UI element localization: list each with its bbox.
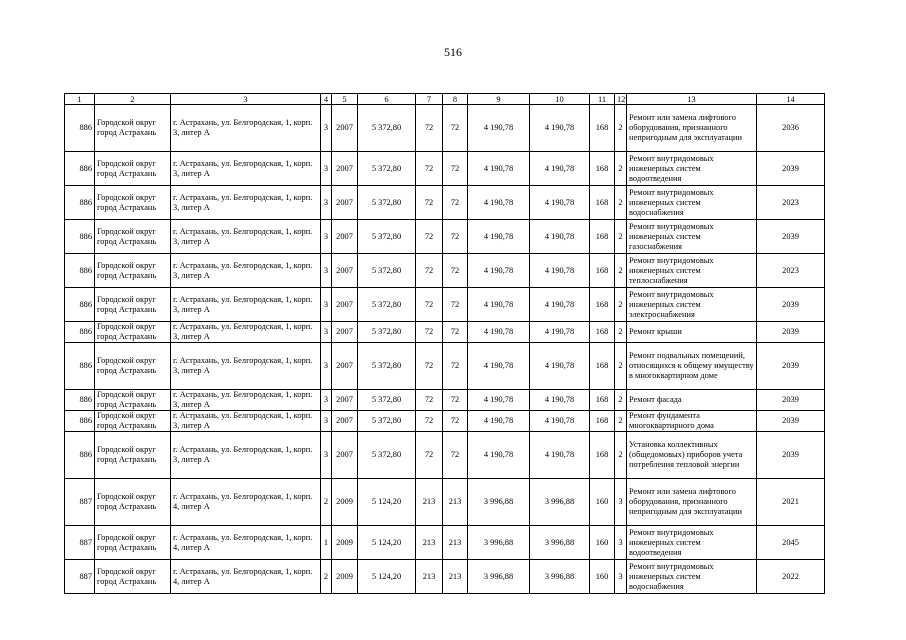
row-number: 886 [65,254,95,288]
col11-cell: 160 [590,560,615,594]
address-cell: г. Астрахань, ул. Белгородская, 1, корп. 3, литер А [171,411,321,432]
col9-cell: 4 190,78 [468,152,530,186]
row-number: 886 [65,343,95,390]
col11-cell: 168 [590,152,615,186]
col12-cell: 2 [615,322,627,343]
col4-cell: 3 [321,322,332,343]
col4-cell: 3 [321,343,332,390]
col8-cell: 72 [443,254,468,288]
col7-cell: 72 [416,152,443,186]
col7-cell: 72 [416,343,443,390]
col12-cell: 2 [615,288,627,322]
address-cell: г. Астрахань, ул. Белгородская, 1, корп. 3, литер А [171,220,321,254]
address-cell: г. Астрахань, ул. Белгородская, 1, корп. 3, литер А [171,254,321,288]
col12-cell: 3 [615,560,627,594]
col10-cell: 4 190,78 [530,220,590,254]
page-number: 516 [444,45,462,59]
col10-cell: 3 996,88 [530,479,590,526]
build-year-cell: 2007 [332,152,358,186]
plan-year-cell: 2022 [757,560,825,594]
area-cell: 5 372,80 [358,105,416,152]
row-number: 887 [65,479,95,526]
municipality-cell: Городской округ город Астрахань [95,432,171,479]
column-number-12: 12 [615,94,627,105]
row-number: 886 [65,186,95,220]
area-cell: 5 372,80 [358,343,416,390]
table-row [65,186,825,220]
table-row [65,288,825,322]
work-type-cell: Ремонт крыши [627,322,757,343]
col8-cell: 72 [443,186,468,220]
col7-cell: 72 [416,186,443,220]
work-type-cell: Ремонт или замена лифтового оборудования, признанного непригодным для эксплуатации [627,479,757,526]
build-year-cell: 2007 [332,390,358,411]
table-row [65,390,825,411]
column-number-11: 11 [590,94,615,105]
column-number-row [65,94,825,105]
col9-cell: 4 190,78 [468,254,530,288]
col12-cell: 3 [615,479,627,526]
address-cell: г. Астрахань, ул. Белгородская, 1, корп. 4, литер А [171,526,321,560]
row-number: 887 [65,560,95,594]
municipality-cell: Городской округ город Астрахань [95,526,171,560]
col11-cell: 168 [590,288,615,322]
col7-cell: 72 [416,220,443,254]
row-number: 886 [65,432,95,479]
table-row [65,220,825,254]
col12-cell: 2 [615,220,627,254]
column-number-2: 2 [95,94,171,105]
col4-cell: 3 [321,411,332,432]
col11-cell: 168 [590,390,615,411]
work-type-cell: Ремонт подвальных помещений, относящихся к общему имуществу в многоквартирном доме [627,343,757,390]
col10-cell: 4 190,78 [530,390,590,411]
col4-cell: 3 [321,432,332,479]
work-type-cell: Ремонт внутридомовых инженерных систем электроснабжения [627,288,757,322]
col4-cell: 3 [321,220,332,254]
col7-cell: 72 [416,432,443,479]
col7-cell: 72 [416,390,443,411]
area-cell: 5 372,80 [358,432,416,479]
row-number: 886 [65,390,95,411]
build-year-cell: 2007 [332,343,358,390]
col9-cell: 4 190,78 [468,432,530,479]
table-row [65,105,825,152]
column-number-9: 9 [468,94,530,105]
municipality-cell: Городской округ город Астрахань [95,186,171,220]
area-cell: 5 124,20 [358,479,416,526]
work-type-cell: Ремонт внутридомовых инженерных систем водоснабжения [627,560,757,594]
table-row [65,560,825,594]
table-row [65,432,825,479]
col4-cell: 3 [321,390,332,411]
build-year-cell: 2007 [332,254,358,288]
table-row [65,411,825,432]
plan-year-cell: 2039 [757,288,825,322]
table-row [65,254,825,288]
col10-cell: 4 190,78 [530,322,590,343]
col10-cell: 4 190,78 [530,343,590,390]
col11-cell: 168 [590,186,615,220]
col4-cell: 3 [321,152,332,186]
row-number: 887 [65,526,95,560]
col8-cell: 72 [443,152,468,186]
municipality-cell: Городской округ город Астрахань [95,322,171,343]
col9-cell: 4 190,78 [468,343,530,390]
plan-year-cell: 2036 [757,105,825,152]
plan-year-cell: 2039 [757,152,825,186]
col9-cell: 4 190,78 [468,411,530,432]
col4-cell: 3 [321,186,332,220]
work-type-cell: Ремонт фасада [627,390,757,411]
build-year-cell: 2007 [332,105,358,152]
address-cell: г. Астрахань, ул. Белгородская, 1, корп. 3, литер А [171,322,321,343]
work-type-cell: Ремонт внутридомовых инженерных систем водоснабжения [627,186,757,220]
col8-cell: 72 [443,411,468,432]
col4-cell: 2 [321,560,332,594]
address-cell: г. Астрахань, ул. Белгородская, 1, корп. 3, литер А [171,105,321,152]
address-cell: г. Астрахань, ул. Белгородская, 1, корп. 3, литер А [171,390,321,411]
table-row [65,322,825,343]
area-cell: 5 372,80 [358,322,416,343]
table-row [65,343,825,390]
col8-cell: 213 [443,526,468,560]
column-number-14: 14 [757,94,825,105]
col12-cell: 2 [615,254,627,288]
col10-cell: 4 190,78 [530,152,590,186]
col11-cell: 160 [590,526,615,560]
col7-cell: 213 [416,560,443,594]
area-cell: 5 372,80 [358,220,416,254]
work-type-cell: Ремонт или замена лифтового оборудования, признанного непригодным для эксплуатации [627,105,757,152]
col11-cell: 168 [590,220,615,254]
municipality-cell: Городской округ город Астрахань [95,254,171,288]
area-cell: 5 372,80 [358,288,416,322]
col4-cell: 1 [321,526,332,560]
column-number-4: 4 [321,94,332,105]
col10-cell: 4 190,78 [530,254,590,288]
column-number-10: 10 [530,94,590,105]
col7-cell: 72 [416,288,443,322]
col7-cell: 213 [416,479,443,526]
col9-cell: 4 190,78 [468,220,530,254]
area-cell: 5 124,20 [358,560,416,594]
address-cell: г. Астрахань, ул. Белгородская, 1, корп. 3, литер А [171,288,321,322]
work-type-cell: Ремонт внутридомовых инженерных систем водоотведения [627,526,757,560]
table-row [65,479,825,526]
col11-cell: 168 [590,105,615,152]
col11-cell: 160 [590,479,615,526]
col12-cell: 2 [615,105,627,152]
plan-year-cell: 2039 [757,411,825,432]
col7-cell: 72 [416,322,443,343]
col4-cell: 3 [321,288,332,322]
col9-cell: 4 190,78 [468,288,530,322]
col9-cell: 4 190,78 [468,186,530,220]
col10-cell: 4 190,78 [530,411,590,432]
address-cell: г. Астрахань, ул. Белгородская, 1, корп. 4, литер А [171,479,321,526]
col10-cell: 4 190,78 [530,186,590,220]
municipality-cell: Городской округ город Астрахань [95,220,171,254]
column-number-3: 3 [171,94,321,105]
col8-cell: 72 [443,322,468,343]
row-number: 886 [65,288,95,322]
col7-cell: 72 [416,254,443,288]
area-cell: 5 124,20 [358,526,416,560]
col12-cell: 2 [615,411,627,432]
col12-cell: 3 [615,526,627,560]
col8-cell: 213 [443,560,468,594]
municipality-cell: Городской округ город Астрахань [95,288,171,322]
municipality-cell: Городской округ город Астрахань [95,560,171,594]
municipality-cell: Городской округ город Астрахань [95,105,171,152]
col12-cell: 2 [615,152,627,186]
area-cell: 5 372,80 [358,390,416,411]
col10-cell: 4 190,78 [530,432,590,479]
plan-year-cell: 2021 [757,479,825,526]
capital-repair-table [64,93,825,594]
col8-cell: 72 [443,390,468,411]
column-number-6: 6 [358,94,416,105]
address-cell: г. Астрахань, ул. Белгородская, 1, корп. 3, литер А [171,432,321,479]
column-number-5: 5 [332,94,358,105]
area-cell: 5 372,80 [358,186,416,220]
address-cell: г. Астрахань, ул. Белгородская, 1, корп. 3, литер А [171,343,321,390]
col10-cell: 4 190,78 [530,288,590,322]
build-year-cell: 2007 [332,186,358,220]
col7-cell: 72 [416,105,443,152]
col8-cell: 72 [443,432,468,479]
area-cell: 5 372,80 [358,152,416,186]
col12-cell: 2 [615,186,627,220]
col8-cell: 72 [443,343,468,390]
row-number: 886 [65,105,95,152]
col10-cell: 4 190,78 [530,105,590,152]
build-year-cell: 2007 [332,288,358,322]
plan-year-cell: 2045 [757,526,825,560]
col11-cell: 168 [590,411,615,432]
col4-cell: 3 [321,254,332,288]
col10-cell: 3 996,88 [530,560,590,594]
municipality-cell: Городской округ город Астрахань [95,152,171,186]
build-year-cell: 2009 [332,479,358,526]
work-type-cell: Ремонт внутридомовых инженерных систем теплоснабжения [627,254,757,288]
col8-cell: 72 [443,288,468,322]
col9-cell: 3 996,88 [468,526,530,560]
build-year-cell: 2009 [332,526,358,560]
address-cell: г. Астрахань, ул. Белгородская, 1, корп. 3, литер А [171,186,321,220]
row-number: 886 [65,411,95,432]
col11-cell: 168 [590,322,615,343]
plan-year-cell: 2039 [757,343,825,390]
work-type-cell: Установка коллективных (общедомовых) приборов учета потребления тепловой энергии [627,432,757,479]
col9-cell: 4 190,78 [468,322,530,343]
build-year-cell: 2007 [332,411,358,432]
col4-cell: 2 [321,479,332,526]
col11-cell: 168 [590,432,615,479]
col7-cell: 72 [416,411,443,432]
col8-cell: 213 [443,479,468,526]
column-number-1: 1 [65,94,95,105]
col12-cell: 2 [615,432,627,479]
build-year-cell: 2007 [332,220,358,254]
build-year-cell: 2009 [332,560,358,594]
work-type-cell: Ремонт внутридомовых инженерных систем водоотведения [627,152,757,186]
col12-cell: 2 [615,390,627,411]
col11-cell: 168 [590,254,615,288]
row-number: 886 [65,152,95,186]
col8-cell: 72 [443,105,468,152]
area-cell: 5 372,80 [358,254,416,288]
build-year-cell: 2007 [332,432,358,479]
area-cell: 5 372,80 [358,411,416,432]
col4-cell: 3 [321,105,332,152]
column-number-8: 8 [443,94,468,105]
column-number-7: 7 [416,94,443,105]
plan-year-cell: 2023 [757,254,825,288]
plan-year-cell: 2023 [757,186,825,220]
row-number: 886 [65,220,95,254]
plan-year-cell: 2039 [757,322,825,343]
col11-cell: 168 [590,343,615,390]
col9-cell: 3 996,88 [468,479,530,526]
col8-cell: 72 [443,220,468,254]
row-number: 886 [65,322,95,343]
col7-cell: 213 [416,526,443,560]
col10-cell: 3 996,88 [530,526,590,560]
municipality-cell: Городской округ город Астрахань [95,411,171,432]
work-type-cell: Ремонт внутридомовых инженерных систем газоснабжения [627,220,757,254]
table-row [65,152,825,186]
build-year-cell: 2007 [332,322,358,343]
work-type-cell: Ремонт фундамента многоквартирного дома [627,411,757,432]
municipality-cell: Городской округ город Астрахань [95,390,171,411]
address-cell: г. Астрахань, ул. Белгородская, 1, корп. 4, литер А [171,560,321,594]
plan-year-cell: 2039 [757,390,825,411]
col9-cell: 4 190,78 [468,390,530,411]
column-number-13: 13 [627,94,757,105]
plan-year-cell: 2039 [757,432,825,479]
col9-cell: 4 190,78 [468,105,530,152]
address-cell: г. Астрахань, ул. Белгородская, 1, корп. 3, литер А [171,152,321,186]
municipality-cell: Городской округ город Астрахань [95,343,171,390]
municipality-cell: Городской округ город Астрахань [95,479,171,526]
col12-cell: 2 [615,343,627,390]
plan-year-cell: 2039 [757,220,825,254]
table-row [65,526,825,560]
col9-cell: 3 996,88 [468,560,530,594]
